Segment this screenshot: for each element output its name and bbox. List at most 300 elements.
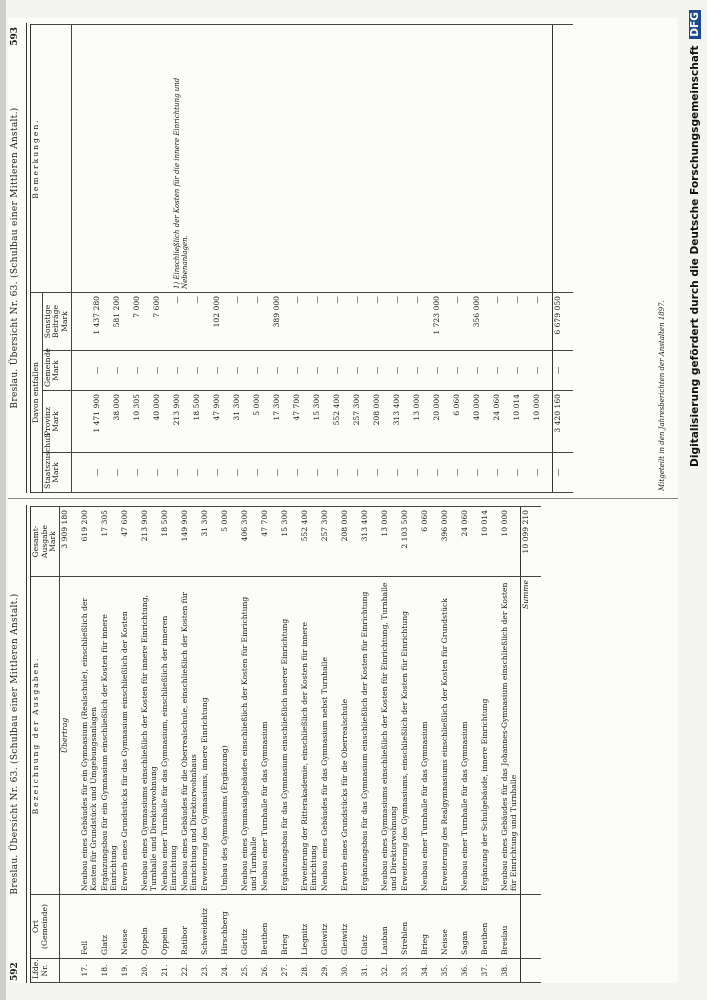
- row-gemeinde: —: [432, 351, 452, 391]
- table-row: [132, 25, 152, 493]
- row-number: 27.: [280, 959, 300, 983]
- row-staat: —: [232, 453, 252, 493]
- row-place: Gleiwitz: [320, 895, 340, 959]
- table-row: [140, 507, 160, 983]
- row-number: 37.: [480, 959, 500, 983]
- row-amount: 208 000: [340, 507, 360, 577]
- table-row: [440, 507, 460, 983]
- row-gemeinde: —: [512, 351, 532, 391]
- row-number: 19.: [120, 959, 140, 983]
- col-header-staat: [42, 432, 71, 493]
- table-row: [392, 25, 412, 493]
- table-row: [492, 25, 512, 493]
- row-description: Erweiterung des Gymnasiums, innere Einrichtung: [200, 577, 220, 895]
- left-page-number: 592: [10, 962, 20, 981]
- row-sonstige: —: [412, 293, 432, 351]
- row-gemeinde: —: [112, 351, 132, 391]
- row-number: 21.: [160, 959, 180, 983]
- row-remark: [312, 25, 332, 293]
- row-gemeinde: —: [352, 351, 372, 391]
- row-description: Neubau einer Turnhalle für das Gymnasium: [260, 577, 280, 895]
- row-provinz: 257 300: [352, 391, 372, 453]
- col-header-amount: [31, 507, 60, 577]
- row-amount: 15 300: [280, 507, 300, 577]
- row-place: Beuthen: [260, 895, 280, 959]
- row-amount: 213 900: [140, 507, 160, 577]
- row-staat: —: [332, 453, 352, 493]
- row-number: 32.: [380, 959, 400, 983]
- row-sonstige: 1 437 280: [92, 293, 112, 351]
- row-gemeinde: —: [92, 351, 112, 391]
- left-total-row: [521, 507, 542, 983]
- section-value: 3 909 180: [60, 507, 81, 577]
- row-staat: —: [132, 453, 152, 493]
- col-header-description: Bezeichnung der Ausgaben.: [31, 577, 60, 895]
- row-staat: —: [212, 453, 232, 493]
- table-row: [232, 25, 252, 493]
- row-provinz: 213 900: [172, 391, 192, 453]
- row-place: Ratibor: [180, 895, 200, 959]
- left-head-rule: [26, 505, 27, 983]
- row-amount: 24 060: [460, 507, 480, 577]
- row-remark: [372, 25, 392, 293]
- pre-total-provinz: 10 000: [532, 391, 553, 453]
- total-provinz: 3 420 160: [552, 391, 573, 453]
- row-amount: 149 900: [180, 507, 200, 577]
- row-description: Neubau eines Gebäudes für das Johannes-Gymnasium einschließlich der Kosten für Einrichtung und Turnhalle: [500, 577, 521, 895]
- pre-total-sonstige: —: [532, 293, 553, 351]
- row-number: 35.: [440, 959, 460, 983]
- pre-total-staat: —: [532, 453, 553, 493]
- row-gemeinde: —: [312, 351, 332, 391]
- total-label: Summe: [521, 577, 542, 895]
- table-row: [512, 25, 532, 493]
- row-number: 20.: [140, 959, 160, 983]
- row-description: Umbau des Gymnasiums (Ergänzung): [220, 577, 240, 895]
- dfg-watermark-text: [689, 10, 705, 970]
- row-amount: 406 300: [240, 507, 260, 577]
- row-description: Neubau eines Gymnasiums einschließlich der Kosten für Einrichtung, Turnhalle und Direktorwohnung: [380, 577, 400, 895]
- table-row: [160, 507, 180, 983]
- row-remark: [272, 25, 292, 293]
- row-place: Brieg: [420, 895, 440, 959]
- col-header-amount-unit: Mark: [48, 531, 58, 552]
- row-gemeinde: —: [252, 351, 272, 391]
- row-staat: —: [252, 453, 272, 493]
- table-row: [100, 507, 120, 983]
- row-provinz: 31 300: [232, 391, 252, 453]
- row-place: Liegnitz: [300, 895, 320, 959]
- row-number: 36.: [460, 959, 480, 983]
- row-place: Oppeln: [160, 895, 180, 959]
- row-place: Hirschberg: [220, 895, 240, 959]
- table-row: [320, 507, 340, 983]
- row-place: Schweidnitz: [200, 895, 220, 959]
- section-title: Übertrag: [60, 577, 81, 895]
- row-sonstige: —: [332, 293, 352, 351]
- row-amount: 17 305: [100, 507, 120, 577]
- left-page: [8, 505, 678, 983]
- table-row: [292, 25, 312, 493]
- row-gemeinde: —: [492, 351, 512, 391]
- row-remark: [512, 25, 532, 293]
- row-amount: 257 300: [320, 507, 340, 577]
- row-provinz: 208 000: [372, 391, 392, 453]
- row-description: Neubau eines Gebäudes für ein Gymnasium (Realschule), einschließlich der Kosten für Grundstück und Umgebungsanlagen: [80, 577, 100, 895]
- row-place: Gleiwitz: [340, 895, 360, 959]
- row-remark: [252, 25, 272, 293]
- row-amount: 47 600: [120, 507, 140, 577]
- row-provinz: 1 471 900: [92, 391, 112, 453]
- pre-total-gemeinde: —: [532, 351, 553, 391]
- table-row: [460, 507, 480, 983]
- empty-cell: [71, 25, 92, 293]
- row-sonstige: 102 000: [212, 293, 232, 351]
- table-row: [420, 507, 440, 983]
- empty-cell: [521, 895, 542, 959]
- empty-cell: [521, 959, 542, 983]
- row-provinz: 5 000: [252, 391, 272, 453]
- row-description: Erweiterung des Gymnasiums, einschließlich der Kosten für Einrichtung: [400, 577, 420, 895]
- table-row: [300, 507, 320, 983]
- row-sonstige: —: [292, 293, 312, 351]
- row-sonstige: 581 200: [112, 293, 132, 351]
- row-description: Ergänzungsbau für das Gymnasium einschließlich innerer Einrichtung: [280, 577, 300, 895]
- row-staat: —: [492, 453, 512, 493]
- row-gemeinde: —: [292, 351, 312, 391]
- right-running-title: Breslau. Übersicht Nr. 63. (Schulbau einer Mittleren Anstalt.): [10, 107, 20, 409]
- row-number: 31.: [360, 959, 380, 983]
- table-row: [280, 507, 300, 983]
- table-row: [332, 25, 352, 493]
- right-running-head: [10, 23, 24, 493]
- table-row: [432, 25, 452, 493]
- row-sonstige: —: [392, 293, 412, 351]
- row-remark: [392, 25, 412, 293]
- pre-total-row: [532, 25, 553, 493]
- row-number: 28.: [300, 959, 320, 983]
- row-sonstige: 7 600: [152, 293, 172, 351]
- row-gemeinde: —: [472, 351, 492, 391]
- row-amount: 313 400: [360, 507, 380, 577]
- row-amount: 31 300: [200, 507, 220, 577]
- table-row: [260, 507, 280, 983]
- row-description: Ergänzungsbau für das Gymnasium einschließlich der Kosten für Einrichtung: [360, 577, 380, 895]
- right-footnote: Mitgeteilt in den Jahresberichten der Anstalten 1897.: [658, 300, 666, 491]
- row-number: 38.: [500, 959, 521, 983]
- total-staat: —: [552, 453, 573, 493]
- empty-cell: [532, 25, 553, 293]
- table-row: [452, 25, 472, 493]
- row-sonstige: —: [352, 293, 372, 351]
- table-row: [412, 25, 432, 493]
- row-number: 24.: [220, 959, 240, 983]
- row-amount: 619 200: [80, 507, 100, 577]
- table-row: [172, 25, 192, 493]
- left-running-head: [10, 505, 24, 983]
- table-row: [92, 25, 112, 493]
- row-amount: 552 400: [300, 507, 320, 577]
- table-row: [80, 507, 100, 983]
- row-sonstige: 356 000: [472, 293, 492, 351]
- row-staat: —: [172, 453, 192, 493]
- row-remark: [92, 25, 112, 293]
- row-remark: [472, 25, 492, 293]
- row-remark: [112, 25, 132, 293]
- empty-cell: [71, 293, 92, 351]
- row-remark: [132, 25, 152, 293]
- row-staat: —: [392, 453, 412, 493]
- dfg-text: Digitalisierung gefördert durch die Deutsche Forschungsgemeinschaft: [689, 45, 701, 467]
- row-remark: [492, 25, 512, 293]
- row-provinz: 552 400: [332, 391, 352, 453]
- row-description: Ergänzungsbau für ein Gymnasium einschließlich der Kosten für innere Einrichtung: [100, 577, 120, 895]
- row-place: Oppeln: [140, 895, 160, 959]
- row-staat: —: [432, 453, 452, 493]
- row-place: Breslau: [500, 895, 521, 959]
- total-sonstige: 6 679 050: [552, 293, 573, 351]
- row-number: 33.: [400, 959, 420, 983]
- row-place: Neisse: [120, 895, 140, 959]
- row-place: Brieg: [280, 895, 300, 959]
- row-remark: 1) Einschließlich der Kosten für die innere Einrichtung und Nebenanlagen.: [172, 25, 192, 293]
- row-gemeinde: —: [452, 351, 472, 391]
- row-provinz: 40 000: [472, 391, 492, 453]
- col-header-ort: Ort (Gemeinde): [31, 895, 60, 959]
- total-gemeinde: —: [552, 351, 573, 391]
- row-place: Strehlen: [400, 895, 420, 959]
- dfg-watermark: [689, 10, 705, 970]
- row-staat: —: [472, 453, 492, 493]
- row-staat: —: [372, 453, 392, 493]
- row-number: 17.: [80, 959, 100, 983]
- table-row: [112, 25, 132, 493]
- row-description: Neubau einer Turnhalle für das Gymnasium, einschließlich der inneren Einrichtung: [160, 577, 180, 895]
- row-gemeinde: —: [412, 351, 432, 391]
- row-remark: [452, 25, 472, 293]
- table-row: [272, 25, 292, 493]
- row-sonstige: —: [372, 293, 392, 351]
- empty-cell: [71, 453, 92, 493]
- row-place: Glatz: [100, 895, 120, 959]
- table-row: [120, 507, 140, 983]
- row-amount: 396 000: [440, 507, 460, 577]
- row-gemeinde: —: [212, 351, 232, 391]
- col-header-sonstige-label: Sonstige Beiträge: [42, 304, 61, 339]
- col-header-amount-label: Gesamt-Ausgabe: [31, 525, 49, 559]
- row-remark: [232, 25, 252, 293]
- row-sonstige: —: [492, 293, 512, 351]
- table-row: [252, 25, 272, 493]
- page-gutter-rule: [8, 498, 678, 499]
- row-sonstige: —: [312, 293, 332, 351]
- unit-label: Mark: [51, 411, 61, 432]
- row-place: Neisse: [440, 895, 460, 959]
- right-page: [8, 23, 678, 493]
- col-header-remarks: Bemerkungen.: [31, 25, 72, 293]
- row-provinz: 20 000: [432, 391, 452, 453]
- row-remark: [412, 25, 432, 293]
- row-gemeinde: —: [232, 351, 252, 391]
- rotated-content: [8, 18, 678, 983]
- right-head-rule: [26, 23, 27, 493]
- right-table-group-header: [31, 25, 43, 493]
- row-amount: 5 000: [220, 507, 240, 577]
- row-staat: —: [452, 453, 472, 493]
- unit-label: Mark: [51, 462, 61, 483]
- dfg-logo: DFG: [689, 12, 701, 37]
- row-amount: 47 700: [260, 507, 280, 577]
- row-gemeinde: —: [132, 351, 152, 391]
- row-description: Erweiterung des Realgymnasiums einschließlich der Kosten für Grundstück: [440, 577, 460, 895]
- row-place: Glatz: [360, 895, 380, 959]
- row-remark: [352, 25, 372, 293]
- table-row: [240, 507, 260, 983]
- table-row: [360, 507, 380, 983]
- row-provinz: 18 500: [192, 391, 212, 453]
- row-place: Beuthen: [480, 895, 500, 959]
- row-provinz: 38 000: [112, 391, 132, 453]
- row-description: Erwerb eines Grundstücks für das Gymnasium einschließlich der Kosten: [120, 577, 140, 895]
- table-row: [312, 25, 332, 493]
- row-gemeinde: —: [272, 351, 292, 391]
- table-row: [472, 25, 492, 493]
- row-place: Görlitz: [240, 895, 260, 959]
- empty-cell: [71, 391, 92, 453]
- row-staat: —: [192, 453, 212, 493]
- row-staat: —: [512, 453, 532, 493]
- col-header-provinz-label: Provinz: [42, 407, 52, 436]
- row-remark: [332, 25, 352, 293]
- row-description: Neubau eines Gymnasialgebäudes einschließlich der Kosten für Einrichtung und Turnhalle: [240, 577, 260, 895]
- table-row: [220, 507, 240, 983]
- row-number: 34.: [420, 959, 440, 983]
- col-header-staat-label: Staatszuschuß: [42, 432, 52, 489]
- table-row: [372, 25, 392, 493]
- row-gemeinde: —: [172, 351, 192, 391]
- row-staat: —: [272, 453, 292, 493]
- row-number: 23.: [200, 959, 220, 983]
- table-row: [352, 25, 372, 493]
- empty-cell: [552, 25, 573, 293]
- right-section-row: [71, 25, 92, 493]
- row-number: 26.: [260, 959, 280, 983]
- right-total-row: [552, 25, 573, 493]
- table-row: [500, 507, 521, 983]
- table-row: [380, 507, 400, 983]
- row-sonstige: 389 000: [272, 293, 292, 351]
- row-place: Sagan: [460, 895, 480, 959]
- row-number: 29.: [320, 959, 340, 983]
- row-remark: [212, 25, 232, 293]
- row-sonstige: 1 723 000: [432, 293, 452, 351]
- row-gemeinde: —: [332, 351, 352, 391]
- table-row: [340, 507, 360, 983]
- right-distribution-table: [30, 24, 573, 493]
- row-amount: 13 000: [380, 507, 400, 577]
- table-row: [180, 507, 200, 983]
- row-description: Neubau eines Gebäudes für das Gymnasium nebst Turnhalle: [320, 577, 340, 895]
- left-table-header: [31, 507, 60, 983]
- row-sonstige: —: [452, 293, 472, 351]
- row-provinz: 24 060: [492, 391, 512, 453]
- total-value: 10 099 210: [521, 507, 542, 577]
- row-provinz: 47 900: [212, 391, 232, 453]
- col-header-sonstige: [42, 293, 71, 351]
- unit-label: Mark: [60, 311, 70, 332]
- row-gemeinde: —: [152, 351, 172, 391]
- row-staat: —: [412, 453, 432, 493]
- row-sonstige: —: [252, 293, 272, 351]
- table-row: [192, 25, 212, 493]
- scan-margin-left: [0, 0, 6, 1000]
- row-description: Neubau eines Gymnasiums einschließlich der Kosten für innere Einrichtung, Turnhalle und Direktorwohnung: [140, 577, 160, 895]
- row-gemeinde: —: [372, 351, 392, 391]
- row-sonstige: —: [232, 293, 252, 351]
- row-place: Fell: [80, 895, 100, 959]
- table-row: [152, 25, 172, 493]
- row-provinz: 40 000: [152, 391, 172, 453]
- row-description: Erwerb eines Grundstücks für die Oberrealschule: [340, 577, 360, 895]
- row-description: Ergänzung der Schulgebäude, innere Einrichtung: [480, 577, 500, 895]
- table-row: [400, 507, 420, 983]
- row-number: 30.: [340, 959, 360, 983]
- table-row: [480, 507, 500, 983]
- row-sonstige: —: [192, 293, 212, 351]
- row-description: Neubau einer Turnhalle für das Gymnasium: [460, 577, 480, 895]
- row-sonstige: —: [512, 293, 532, 351]
- row-amount: 10 000: [500, 507, 521, 577]
- left-expense-table: [30, 506, 541, 983]
- row-provinz: 15 300: [312, 391, 332, 453]
- row-number: 18.: [100, 959, 120, 983]
- row-provinz: 10 305: [132, 391, 152, 453]
- table-row: [200, 507, 220, 983]
- row-remark: [192, 25, 212, 293]
- row-gemeinde: —: [192, 351, 212, 391]
- row-remark: [152, 25, 172, 293]
- row-staat: —: [152, 453, 172, 493]
- row-description: Erweiterung der Ritterakademie, einschließlich der Kosten für innere Einrichtung: [300, 577, 320, 895]
- right-page-number: 593: [10, 27, 20, 46]
- row-description: Neubau einer Turnhalle für das Gymnasium: [420, 577, 440, 895]
- row-description: Neubau eines Gebäudes für die Oberrealschule, einschließlich der Kosten für Einrichtung und Direktorwohnhaus: [180, 577, 200, 895]
- row-remark: [432, 25, 452, 293]
- left-running-title: Breslau. Übersicht Nr. 63. (Schulbau einer Mittleren Anstalt.): [10, 593, 20, 895]
- row-amount: 18 500: [160, 507, 180, 577]
- col-header-gemeinde: [42, 348, 71, 391]
- col-header-gemeinde-label: Gemeinde: [42, 348, 52, 387]
- row-amount: 2 103 500: [400, 507, 420, 577]
- row-place: Lauban: [380, 895, 400, 959]
- row-amount: 10 014: [480, 507, 500, 577]
- row-staat: —: [112, 453, 132, 493]
- row-sonstige: 7 000: [132, 293, 152, 351]
- row-staat: —: [92, 453, 112, 493]
- row-number: 22.: [180, 959, 200, 983]
- row-provinz: 47 700: [292, 391, 312, 453]
- row-remark: [292, 25, 312, 293]
- col-header-nr: Lfde. Nr.: [31, 959, 60, 983]
- row-sonstige: —: [172, 293, 192, 351]
- row-provinz: 6 060: [452, 391, 472, 453]
- row-staat: —: [352, 453, 372, 493]
- left-section-row: [60, 507, 81, 983]
- row-amount: 6 060: [420, 507, 440, 577]
- row-staat: —: [292, 453, 312, 493]
- row-provinz: 10 014: [512, 391, 532, 453]
- table-row: [212, 25, 232, 493]
